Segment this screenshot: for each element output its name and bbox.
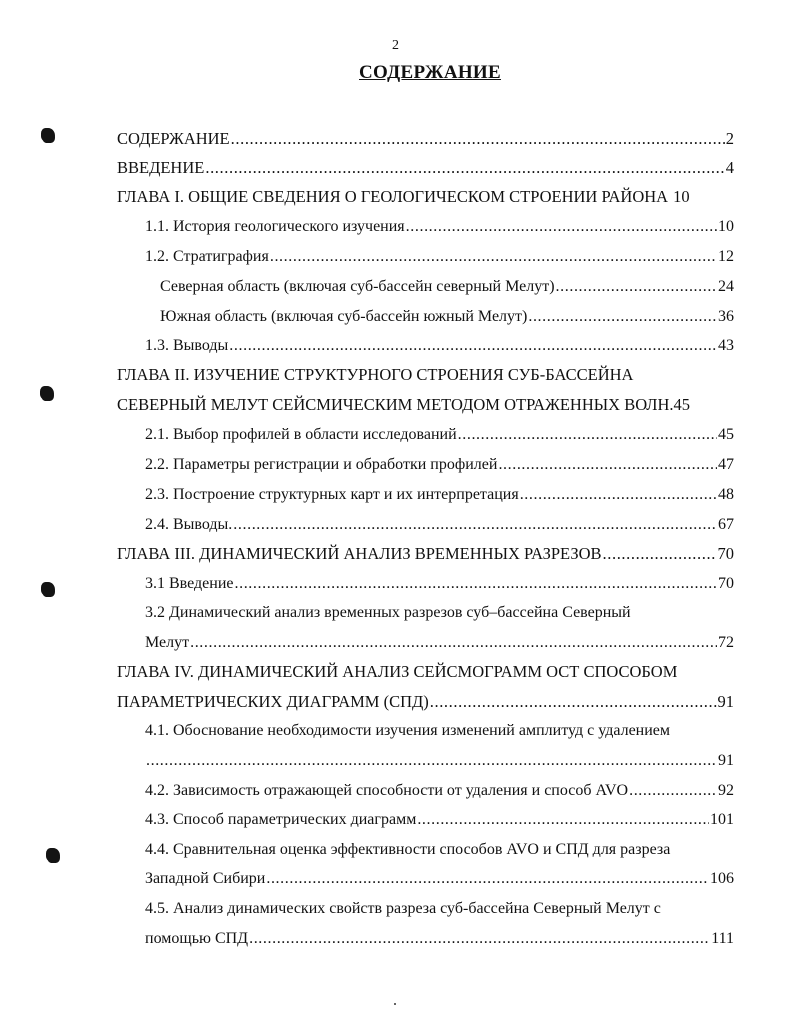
toc-entry-title: 4.3. Способ параметрических диаграмм — [145, 811, 417, 828]
toc-entry-page: 24 — [718, 278, 734, 295]
toc-entry[interactable] — [160, 306, 734, 328]
toc-entry[interactable] — [145, 780, 734, 802]
toc-entry-title: 2.3. Построение структурных карт и их интерпретация — [145, 486, 519, 503]
toc-leader-dots — [430, 691, 717, 713]
toc-entry[interactable] — [117, 691, 734, 713]
toc-entry-title: 1.2. Стратиграфия — [145, 248, 269, 265]
toc-leader-dots — [603, 543, 717, 565]
toc-entry-title: 2.4. Выводы. — [145, 516, 233, 533]
toc-entry-page: 106 — [710, 870, 734, 887]
toc-entry-page: 45 — [673, 395, 691, 414]
toc-entry-page: 91 — [717, 692, 734, 711]
toc-entry[interactable] — [117, 186, 734, 208]
toc-entry-page: 12 — [718, 248, 734, 265]
toc-entry[interactable] — [145, 514, 734, 536]
toc-entry-title-line[interactable]: 4.1. Обоснование необходимости изучения изменений амплитуд с удалением — [145, 722, 671, 739]
toc-entry-title: 2.2. Параметры регистрации и обработки профилей — [145, 456, 498, 473]
toc-entry[interactable] — [145, 246, 734, 268]
toc-leader-dots — [406, 216, 717, 238]
toc-entry[interactable] — [145, 216, 734, 238]
toc-entry-page: 10 — [673, 187, 690, 206]
toc-leader-dots — [458, 424, 717, 446]
toc-entry-page: 36 — [718, 308, 734, 325]
toc-entry-title: ПАРАМЕТРИЧЕСКИХ ДИАГРАММ (СПД) — [117, 692, 429, 711]
toc-entry-page: 4 — [725, 158, 734, 177]
toc-leader-dots — [528, 306, 717, 328]
toc-entry-title: СОДЕРЖАНИЕ — [117, 129, 230, 148]
binder-hole-mark — [42, 128, 55, 143]
binder-hole-mark — [47, 848, 60, 863]
toc-entry-title-line[interactable]: 4.4. Сравнительная оценка эффективности способов AVO и СПД для разреза — [145, 841, 671, 858]
toc-entry[interactable] — [117, 543, 734, 565]
toc-leader-dots — [629, 780, 717, 802]
toc-entry[interactable] — [145, 809, 734, 831]
toc-leader-dots — [249, 928, 710, 950]
toc-entry-page: 70 — [718, 575, 734, 592]
toc-entry-title: ГЛАВА I. ОБЩИЕ СВЕДЕНИЯ О ГЕОЛОГИЧЕСКОМ СТРОЕНИИ РАЙОНА — [117, 187, 669, 206]
toc-leader-dots — [205, 157, 724, 179]
toc-leader-dots — [520, 484, 717, 506]
toc-leader-dots — [190, 632, 717, 654]
toc-entry-title: 1.3. Выводы — [145, 337, 229, 354]
toc-entry-title-line[interactable]: 3.2 Динамический анализ временных разрезов суб–бассейна Северный — [145, 604, 631, 621]
toc-leader-dots — [231, 128, 725, 150]
toc-entry-title-line[interactable]: ГЛАВА II. ИЗУЧЕНИЕ СТРУКТУРНОГО СТРОЕНИЯ СУБ-БАССЕЙНА — [117, 365, 634, 384]
binder-hole-mark — [41, 386, 54, 401]
page-title: СОДЕРЖАНИЕ — [359, 62, 501, 83]
toc-entry-title: 3.1 Введение — [145, 575, 234, 592]
toc-entry[interactable] — [145, 484, 734, 506]
binder-hole-mark — [42, 582, 55, 597]
toc-leader-dots — [498, 454, 717, 476]
toc-entry-page: 101 — [710, 811, 734, 828]
scan-speck — [394, 1003, 396, 1005]
toc-entry-page: 72 — [718, 634, 734, 651]
toc-entry-page: 45 — [718, 426, 734, 443]
toc-entry[interactable] — [117, 157, 734, 179]
toc-entry-page: 111 — [711, 930, 734, 947]
toc-entry-title: Южная область (включая суб-бассейн южный Мелут) — [160, 308, 528, 325]
toc-entry-title-line[interactable]: ГЛАВА IV. ДИНАМИЧЕСКИЙ АНАЛИЗ СЕЙСМОГРАММ ОСТ СПОСОБОМ — [117, 662, 678, 681]
toc-entry-page: 47 — [718, 456, 734, 473]
toc-leader-dots — [229, 335, 717, 357]
toc-entry[interactable] — [145, 335, 734, 357]
toc-leader-dots — [417, 809, 709, 831]
toc-leader-dots — [266, 868, 709, 890]
toc-entry-page: 91 — [718, 752, 734, 769]
toc-entry-page: 2 — [725, 129, 734, 148]
toc-entry-title: Мелут — [145, 634, 190, 651]
toc-entry[interactable] — [145, 868, 734, 890]
toc-entry[interactable] — [145, 632, 734, 654]
toc-entry-title: 4.2. Зависимость отражающей способности от удаления и способ AVO — [145, 782, 629, 799]
toc-entry-page: 10 — [718, 218, 734, 235]
toc-entry-title: 2.1. Выбор профилей в области исследований — [145, 426, 457, 443]
toc-entry-page: 43 — [718, 337, 734, 354]
toc-entry-title: ВВЕДЕНИЕ — [117, 158, 205, 177]
toc-entry-title: помощью СПД — [145, 930, 249, 947]
toc-entry[interactable] — [117, 128, 734, 150]
toc-leader-dots — [233, 514, 717, 536]
toc-leader-dots — [235, 573, 718, 595]
toc-entry-page: 92 — [718, 782, 734, 799]
toc-entry-page: 48 — [718, 486, 734, 503]
toc-entry-title-line[interactable]: 4.5. Анализ динамических свойств разреза суб-бассейна Северный Мелут с — [145, 900, 661, 917]
toc-leader-dots — [146, 750, 717, 772]
toc-entry-title: 1.1. История геологического изучения — [145, 218, 405, 235]
toc-leader-dots — [270, 246, 717, 268]
toc-entry-title: Западной Сибири — [145, 870, 266, 887]
toc-entry-page: 67 — [718, 516, 734, 533]
page-number: 2 — [392, 38, 399, 53]
toc-entry[interactable] — [145, 750, 734, 772]
toc-entry[interactable] — [145, 454, 734, 476]
toc-entry[interactable] — [145, 424, 734, 446]
toc-entry-page: 70 — [717, 544, 734, 563]
toc-entry[interactable] — [160, 276, 734, 298]
toc-entry-title: СЕВЕРНЫЙ МЕЛУТ СЕЙСМИЧЕСКИМ МЕТОДОМ ОТРАЖЕННЫХ ВОЛН. — [117, 395, 674, 414]
toc-entry-title: ГЛАВА III. ДИНАМИЧЕСКИЙ АНАЛИЗ ВРЕМЕННЫХ РАЗРЕЗОВ — [117, 544, 602, 563]
toc-entry[interactable] — [117, 394, 734, 416]
toc-entry-title: Северная область (включая суб-бассейн северный Мелут) — [160, 278, 555, 295]
toc-entry[interactable] — [145, 928, 734, 950]
toc-leader-dots — [556, 276, 717, 298]
toc-entry[interactable] — [145, 573, 734, 595]
